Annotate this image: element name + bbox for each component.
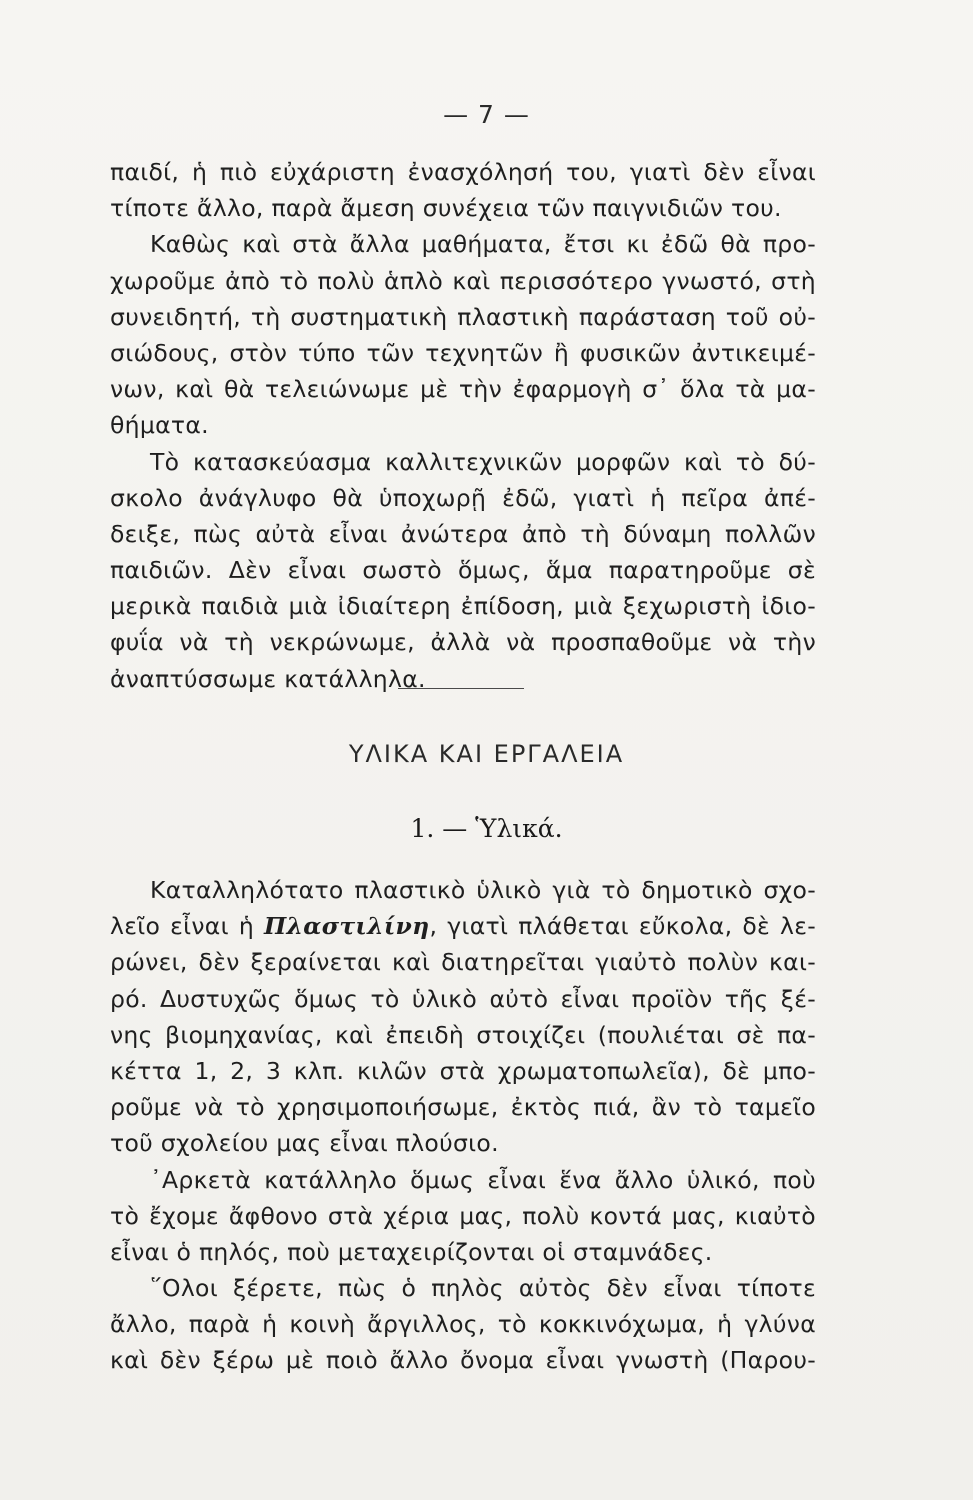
text-line: Καταλληλότατο πλαστικὸ ὑλικὸ γιὰ τὸ δημοτικὸ σχο-: [150, 876, 816, 904]
text-line: χωροῦμε ἀπὸ τὸ πολὺ ἁπλὸ καὶ περισσότερο γνωστό, στὴ: [110, 266, 816, 295]
text-line: καὶ δὲν ξέρω μὲ ποιὸ ἄλλο ὄνομα εἶναι γνωστὴ (Παρου-: [110, 1346, 816, 1375]
top-paragraphs: [110, 154, 816, 697]
text-line: συνειδητή, τὴ συστηματικὴ πλαστικὴ παράσταση τοῦ οὐ-: [110, 302, 816, 331]
text-line: Καθὼς καὶ στὰ ἄλλα μαθήματα, ἔτσι κι ἐδῶ θὰ προ-: [150, 230, 816, 259]
text-line: δειξε, πὼς αὐτὰ εἶναι ἀνώτερα ἀπὸ τὴ δύναμη πολλῶν: [110, 519, 816, 548]
text-line: μερικὰ παιδιὰ μιὰ ἰδιαίτερη ἐπίδοση, μιὰ ξεχωριστὴ ἰδιο-: [110, 592, 816, 621]
page-number: — 7 —: [443, 100, 530, 129]
text-fragment: , γιατὶ πλάθεται εὔκολα, δὲ λε-: [429, 912, 816, 941]
text-line: εἶναι ὁ πηλός, ποὺ μεταχειρίζονται οἱ σταμνάδες.: [110, 1237, 713, 1266]
body-paragraphs: [110, 872, 816, 1379]
text-line: σιώδους, στὸν τύπο τῶν τεχνητῶν ἢ φυσικῶν ἀντικειμέ-: [110, 338, 816, 367]
text-line: ἀναπτύσσωμε κατάλληλα.: [110, 664, 426, 693]
text-line: τοῦ σχολείου μας εἶναι πλούσιο.: [110, 1129, 499, 1158]
text-line: Τὸ κατασκεύασμα καλλιτεχνικῶν μορφῶν καὶ τὸ δύ-: [150, 447, 816, 476]
text-line: ᾿Αρκετὰ κατάλληλο ὅμως εἶναι ἕνα ἄλλο ὑλικό, ποὺ: [150, 1165, 816, 1194]
section-divider: [398, 688, 524, 689]
text-line: τίποτε ἄλλο, παρὰ ἄμεση συνέχεια τῶν παιγνιδιῶν του.: [110, 194, 782, 223]
text-line: ρώνει, δὲν ξεραίνεται καὶ διατηρεῖται γιαὐτὸ πολὺν και-: [110, 948, 816, 977]
text-line: παιδί, ἡ πιὸ εὐχάριστη ἐνασχόλησή του, γιατὶ δὲν εἶναι: [110, 158, 816, 186]
text-line: τὸ ἔχομε ἄφθονο στὰ χέρια μας, πολὺ κοντά μας, κιαὐτὸ: [110, 1201, 816, 1230]
text-line: ἄλλο, παρὰ ἡ κοινὴ ἄργιλλος, τὸ κοκκινόχωμα, ἡ γλύνα: [110, 1310, 816, 1339]
text-fragment: λεῖο εἶναι ἡ: [110, 912, 265, 941]
section-heading: ΥΛΙΚΑ ΚΑΙ ΕΡΓΑΛΕΙΑ: [348, 740, 625, 768]
text-line: νης βιομηχανίας, καὶ ἐπειδὴ στοιχίζει (πουλιέται σὲ πα-: [110, 1020, 816, 1049]
emphasized-term: Πλαστιλίνη: [264, 912, 430, 941]
text-line: φυΐα νὰ τὴ νεκρώνωμε, ἀλλὰ νὰ προσπαθοῦμε νὰ τὴν: [110, 628, 816, 657]
text-line: θήματα.: [110, 411, 209, 440]
text-line: παιδιῶν. Δὲν εἶναι σωστὸ ὅμως, ἅμα παρατηροῦμε σὲ: [110, 556, 816, 585]
text-line: [110, 908, 816, 944]
subsection-heading: 1. — Ὑλικά.: [410, 814, 563, 843]
text-line: σκολο ἀνάγλυφο θὰ ὑποχωρῇ ἐδῶ, γιατὶ ἡ πεῖρα ἀπέ-: [110, 483, 816, 512]
text-line: ροῦμε νὰ τὸ χρησιμοποιήσωμε, ἐκτὸς πιά, ἂν τὸ ταμεῖο: [110, 1093, 816, 1122]
text-line: ῞Ολοι ξέρετε, πὼς ὁ πηλὸς αὐτὸς δὲν εἶναι τίποτε: [150, 1274, 816, 1303]
text-line: ρό. Δυστυχῶς ὅμως τὸ ὑλικὸ αὐτὸ εἶναι προϊὸν τῆς ξέ-: [110, 984, 816, 1013]
text-line: νων, καὶ θὰ τελειώνωμε μὲ τὴν ἐφαρμογὴ σ᾿ ὅλα τὰ μα-: [110, 375, 816, 404]
text-line: κέττα 1, 2, 3 κλπ. κιλῶν στὰ χρωματοπωλεῖα), δὲ μπο-: [110, 1056, 816, 1085]
